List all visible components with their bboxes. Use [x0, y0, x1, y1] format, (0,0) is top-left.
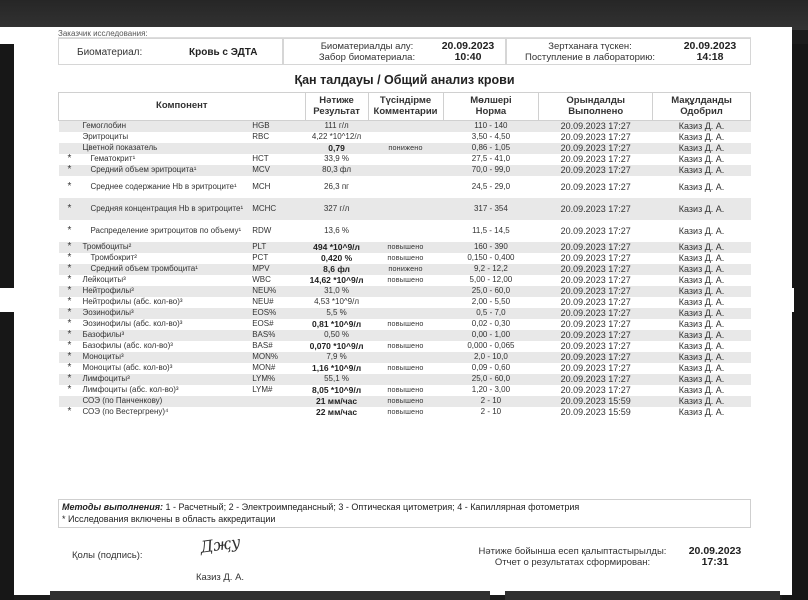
component-name: Гемоглобин: [80, 121, 250, 132]
lab-receipt-label-ru: Поступление в лабораторию:: [525, 52, 655, 63]
page-edge: [0, 288, 14, 312]
approved-by: Казиз Д. А.: [653, 286, 751, 297]
completed-datetime: 20.09.2023 17:27: [560, 181, 631, 192]
comment: повышено: [387, 275, 424, 284]
comment: [368, 352, 443, 363]
component-code: HGB: [250, 121, 305, 132]
lab-receipt-date: 20.09.2023: [683, 40, 737, 52]
table-row: [59, 352, 751, 363]
approved-by: Казиз Д. А.: [678, 297, 725, 307]
accreditation-star: *: [67, 224, 72, 236]
reference-range: 2 - 10: [443, 396, 539, 407]
approved-by: Казиз Д. А.: [653, 165, 751, 176]
approved-by: Казиз Д. А.: [653, 330, 751, 341]
accreditation-star: *: [59, 198, 81, 220]
result-value: 33,9 %: [324, 154, 350, 163]
component-name: Эозинофилы (абс. кол-во)³: [82, 319, 183, 328]
report-time: 17:31: [701, 556, 729, 568]
reference-range: 1,20 - 3,00: [471, 385, 511, 394]
component-code: LYM#: [252, 385, 273, 394]
completed-datetime: 20.09.2023 17:27: [539, 352, 653, 363]
accreditation-star: *: [67, 384, 72, 395]
component-name: Базофилы³: [80, 330, 250, 341]
accreditation-star: [59, 396, 81, 407]
result-value: 327 г/л: [305, 198, 368, 220]
header-label: Орындалды: [566, 95, 625, 106]
approved-by: Казиз Д. А.: [678, 407, 725, 417]
comment: [368, 374, 443, 385]
component-code: [250, 143, 305, 154]
report-label: [470, 546, 675, 568]
result-value: 5,5 %: [305, 308, 368, 319]
comment: [368, 176, 443, 198]
accreditation-star: *: [59, 330, 81, 341]
lab-receipt-datetime: [675, 41, 745, 63]
component-code: EOS#: [252, 319, 274, 328]
accreditation-star: [59, 121, 81, 132]
header-label: Түсіндірме: [379, 95, 432, 106]
reference-range: 0,150 - 0,400: [467, 253, 515, 262]
comment: повышено: [387, 407, 424, 416]
component-name: СОЭ (по Вестергрену)⁴: [82, 407, 169, 416]
component-name: Моноциты (абс. кол-во)³: [82, 363, 173, 372]
approved-by: Казиз Д. А.: [678, 253, 725, 263]
result-value: 55,1 %: [305, 374, 368, 385]
result-value: 13,6 %: [324, 225, 350, 235]
component-name: Нейтрофилы (абс. кол-во)³: [82, 297, 183, 306]
comment: повышено: [387, 363, 424, 372]
component-name: Средний объем эритроцита¹: [80, 165, 250, 176]
component-name: Гематокрит¹: [90, 154, 136, 163]
table-row: [59, 253, 751, 264]
comment: [368, 286, 443, 297]
component-code: MCHC: [250, 198, 305, 220]
collection-time: 10:40: [454, 51, 482, 63]
result-value: 0,81 *10^9/л: [312, 319, 362, 329]
collection-label: [312, 41, 422, 63]
table-row: [59, 165, 751, 176]
component-code: WBC: [252, 275, 271, 284]
accreditation-star: *: [67, 406, 72, 417]
component-code: [250, 407, 305, 418]
header-approved: [653, 93, 751, 121]
completed-datetime: 20.09.2023 17:27: [560, 319, 631, 329]
accreditation-star: *: [59, 352, 81, 363]
component-name: Средняя концентрация Hb в эритроците¹: [80, 198, 250, 220]
background-bottom: [505, 591, 780, 600]
result-value: 111 г/л: [305, 121, 368, 132]
result-value: 4,53 *10^9/л: [314, 297, 360, 306]
component-code: MPV: [250, 264, 305, 275]
comment: повышено: [387, 385, 424, 394]
table-row: [59, 242, 751, 253]
component-code: MON#: [252, 363, 276, 372]
completed-datetime: 20.09.2023 17:27: [560, 363, 631, 373]
comment: повышено: [387, 319, 424, 328]
completed-datetime: 20.09.2023 17:27: [539, 121, 653, 132]
comment: [368, 121, 443, 132]
reference-range: 160 - 390: [443, 242, 539, 253]
header-result: [305, 93, 368, 121]
result-value: 22 мм/час: [315, 407, 358, 417]
table-row: [59, 275, 751, 286]
approved-by: Казиз Д. А.: [653, 264, 751, 275]
approved-by: Казиз Д. А.: [678, 363, 725, 373]
reference-range: 0,09 - 0,60: [471, 363, 511, 372]
approved-by: Казиз Д. А.: [653, 396, 751, 407]
comment: [368, 165, 443, 176]
completed-datetime: 20.09.2023 17:27: [560, 341, 631, 351]
reference-range: 3,50 - 4,50: [471, 132, 511, 141]
accreditation-star: *: [59, 286, 81, 297]
accreditation-note: * Исследования включены в область аккредитации: [62, 514, 276, 524]
completed-datetime: 20.09.2023 17:27: [560, 154, 631, 164]
reference-range: 70,0 - 99,0: [443, 165, 539, 176]
collection-datetime: [434, 41, 502, 63]
reference-range: 27,5 - 41,0: [471, 154, 511, 163]
table-row: [59, 407, 751, 418]
result-value: 7,9 %: [305, 352, 368, 363]
component-name: Средний объем тромбоцита¹: [80, 264, 250, 275]
comment: [368, 220, 443, 242]
header-label: Выполнено: [568, 105, 624, 117]
comment: понижено: [368, 264, 443, 275]
reference-range: 317 - 354: [443, 198, 539, 220]
table-row: [59, 198, 751, 220]
approved-by: Казиз Д. А.: [678, 385, 725, 395]
lab-receipt-label: [515, 41, 665, 63]
lab-receipt-box: [506, 38, 751, 65]
result-value: 0,50 %: [305, 330, 368, 341]
reference-range: 25,0 - 60,0: [443, 286, 539, 297]
table-row: [59, 297, 751, 308]
accreditation-star: *: [67, 153, 72, 164]
background-left: [0, 44, 14, 600]
page-title: Қан талдауы / Общий анализ крови: [294, 73, 515, 87]
component-code: EOS%: [250, 308, 305, 319]
component-code: PCT: [252, 253, 269, 262]
component-code: RBC: [252, 132, 270, 141]
approved-by: Казиз Д. А.: [678, 154, 725, 164]
comment: [368, 198, 443, 220]
approved-by: Казиз Д. А.: [653, 352, 751, 363]
component-code: HCT: [252, 154, 269, 163]
signature-label: Қолы (подпись):: [72, 550, 143, 561]
reference-range: 5,00 - 12,00: [469, 275, 513, 284]
accreditation-star: *: [59, 374, 81, 385]
result-value: 14,62 *10^9/л: [309, 275, 364, 285]
result-value: 4,22 *10^12/л: [311, 132, 362, 141]
table-row: [59, 121, 751, 132]
component-name: Распределение эритроцитов по объему¹: [90, 226, 242, 235]
reference-range: 24,5 - 29,0: [471, 181, 511, 191]
result-value: 0,79: [305, 143, 368, 154]
methods-text: 1 - Расчетный; 2 - Электроимпедансный; 3 - Оптическая цитометрия; 4 - Капиллярная фотометрия: [163, 502, 580, 512]
completed-datetime: 20.09.2023 17:27: [539, 374, 653, 385]
accreditation-star: *: [67, 252, 72, 263]
comment: [368, 297, 443, 308]
result-value: 1,16 *10^9/л: [312, 363, 362, 373]
collection-label-ru: Забор биоматериала:: [318, 52, 416, 63]
completed-datetime: 20.09.2023 17:27: [560, 253, 631, 263]
accreditation-star: *: [59, 264, 81, 275]
biomaterial-value: Кровь с ЭДТА: [189, 47, 258, 58]
signature-scribble: Дҗу: [198, 532, 242, 557]
accreditation-star: *: [67, 180, 72, 192]
table-row: [59, 341, 751, 352]
completed-datetime: 20.09.2023 17:27: [539, 198, 653, 220]
completed-datetime: 20.09.2023 17:27: [539, 308, 653, 319]
lab-receipt-time: 14:18: [696, 51, 724, 63]
completed-datetime: 20.09.2023 17:27: [539, 264, 653, 275]
completed-datetime: 20.09.2023 17:27: [539, 286, 653, 297]
signer-name: Казиз Д. А.: [196, 572, 245, 583]
accreditation-star: *: [59, 308, 81, 319]
customer-label: Заказчик исследования:: [58, 30, 751, 38]
header-label: Мөлшері: [470, 95, 512, 106]
table-row: [59, 363, 751, 374]
component-code: NEU#: [252, 297, 274, 306]
comment: [368, 308, 443, 319]
collection-label-kz: Биоматериалды алу:: [320, 41, 414, 52]
component-name: Эозинофилы³: [80, 308, 250, 319]
comment: [368, 154, 443, 165]
approved-by: Казиз Д. А.: [653, 374, 751, 385]
methods-label: Методы выполнения:: [62, 502, 164, 512]
table-header-row: [59, 93, 751, 121]
component-name: Лейкоциты³: [82, 275, 126, 284]
component-code: [250, 396, 305, 407]
completed-datetime: 20.09.2023 17:27: [560, 225, 631, 236]
completed-datetime: 20.09.2023 17:27: [560, 132, 631, 142]
header-label: Мақұлданды: [671, 95, 732, 106]
comment: повышено: [368, 396, 443, 407]
report-date: 20.09.2023: [688, 545, 742, 557]
table-row: [59, 374, 751, 385]
biomaterial-box: [58, 38, 283, 65]
completed-datetime: 20.09.2023 17:27: [539, 165, 653, 176]
biomaterial-label: Биоматериал:: [77, 47, 143, 58]
comment: [368, 132, 443, 143]
header-label: Результат: [313, 105, 360, 117]
approved-by: Казиз Д. А.: [653, 242, 751, 253]
approved-by: Казиз Д. А.: [678, 132, 725, 142]
component-code: LYM%: [250, 374, 305, 385]
component-name: Лимфоциты³: [80, 374, 250, 385]
reference-range: 9,2 - 12,2: [443, 264, 539, 275]
result-value: 26,3 пг: [324, 181, 350, 191]
header-component: [59, 93, 306, 121]
table-row: [59, 132, 751, 143]
page-edge: [0, 27, 14, 44]
header-label: Нәтиже: [319, 95, 354, 106]
collection-box: [283, 38, 506, 65]
completed-datetime: 20.09.2023 15:59: [560, 407, 631, 417]
accreditation-star: *: [67, 296, 72, 307]
approved-by: Казиз Д. А.: [653, 143, 751, 154]
approved-by: Казиз Д. А.: [678, 341, 725, 351]
completed-datetime: 20.09.2023 17:27: [560, 385, 631, 395]
reference-range: 2 - 10: [480, 407, 502, 416]
reference-range: 2,00 - 5,50: [471, 297, 511, 306]
table-row: [59, 264, 751, 275]
approved-by: Казиз Д. А.: [678, 275, 725, 285]
table-row: [59, 220, 751, 242]
collection-date: 20.09.2023: [441, 40, 495, 52]
table-row: [59, 143, 751, 154]
table-row: [59, 396, 751, 407]
result-value: 0,070 *10^9/л: [309, 341, 364, 351]
reference-range: 0,000 - 0,065: [467, 341, 515, 350]
component-code: BAS%: [250, 330, 305, 341]
approved-by: Казиз Д. А.: [678, 225, 725, 236]
background-bottom: [50, 591, 490, 600]
comment: повышено: [368, 242, 443, 253]
table-row: [59, 330, 751, 341]
report-label-kz: Нәтиже бойынша есеп қалыптастырылды:: [478, 546, 667, 557]
result-value: 21 мм/час: [305, 396, 368, 407]
component-name: Моноциты³: [80, 352, 250, 363]
component-code: RDW: [252, 225, 272, 235]
methods-note: [58, 499, 751, 528]
result-value: 8,05 *10^9/л: [312, 385, 362, 395]
approved-by: Казиз Д. А.: [678, 181, 725, 192]
component-name: Нейтрофилы³: [80, 286, 250, 297]
report-label-ru: Отчет о результатах сформирован:: [494, 557, 651, 568]
header-label: Комментарии: [373, 105, 438, 117]
result-value: 31,0 %: [305, 286, 368, 297]
component-name: Тромбоциты²: [80, 242, 250, 253]
header-label: Одобрил: [680, 105, 723, 117]
table-row: [59, 286, 751, 297]
result-value: 494 *10^9/л: [305, 242, 368, 253]
component-code: NEU%: [250, 286, 305, 297]
accreditation-star: [59, 143, 81, 154]
header-label: Норма: [475, 105, 507, 117]
table-row: [59, 176, 751, 198]
approved-by: Казиз Д. А.: [678, 319, 725, 329]
reference-range: 0,02 - 0,30: [471, 319, 511, 328]
approved-by: Казиз Д. А.: [653, 198, 751, 220]
component-name: Лимфоциты (абс. кол-во)³: [82, 385, 179, 394]
accreditation-star: [59, 132, 81, 143]
comment: [368, 330, 443, 341]
component-code: MON%: [250, 352, 305, 363]
reference-range: 0,5 - 7,0: [443, 308, 539, 319]
result-value: 80,3 фл: [305, 165, 368, 176]
component-name: Тромбокрит²: [90, 253, 137, 262]
accreditation-star: *: [67, 318, 72, 329]
header-done: [539, 93, 653, 121]
accreditation-star: *: [59, 165, 81, 176]
result-value: 0,420 %: [320, 253, 353, 263]
reference-range: 110 - 140: [443, 121, 539, 132]
completed-datetime: 20.09.2023 15:59: [539, 396, 653, 407]
comment: понижено: [368, 143, 443, 154]
completed-datetime: 20.09.2023 17:27: [539, 330, 653, 341]
component-name: Цветной показатель: [80, 143, 250, 154]
background-top: [0, 0, 808, 30]
completed-datetime: 20.09.2023 17:27: [560, 297, 631, 307]
header-comment: [368, 93, 443, 121]
comment: повышено: [387, 253, 424, 262]
header-label: Компонент: [156, 100, 208, 112]
completed-datetime: 20.09.2023 17:27: [539, 242, 653, 253]
component-name: СОЭ (по Панченкову): [80, 396, 250, 407]
approved-by: Казиз Д. А.: [653, 121, 751, 132]
page-edge: [782, 288, 794, 312]
lab-receipt-label-kz: Зертханаға түскен:: [548, 41, 632, 52]
table-row: [59, 308, 751, 319]
reference-range: 11,5 - 14,5: [472, 225, 510, 235]
component-name: Базофилы (абс. кол-во)³: [82, 341, 173, 350]
component-code: BAS#: [252, 341, 273, 350]
component-name: Эритроциты: [82, 132, 129, 141]
table-row: [59, 319, 751, 330]
table-row: [59, 154, 751, 165]
accreditation-star: *: [67, 274, 72, 285]
component-code: PLT: [250, 242, 305, 253]
accreditation-star: *: [67, 362, 72, 373]
results-table: [58, 92, 751, 418]
reference-range: 0,86 - 1,05: [443, 143, 539, 154]
comment: повышено: [387, 341, 424, 350]
component-code: MCH: [252, 181, 271, 191]
header-norm: [443, 93, 539, 121]
component-code: MCV: [250, 165, 305, 176]
approved-by: Казиз Д. А.: [653, 308, 751, 319]
completed-datetime: 20.09.2023 17:27: [539, 143, 653, 154]
reference-range: 25,0 - 60,0: [443, 374, 539, 385]
reference-range: 0,00 - 1,00: [443, 330, 539, 341]
report-datetime: [680, 546, 750, 568]
accreditation-star: *: [59, 242, 81, 253]
table-row: [59, 385, 751, 396]
result-value: 8,6 фл: [305, 264, 368, 275]
accreditation-star: *: [67, 340, 72, 351]
completed-datetime: 20.09.2023 17:27: [560, 275, 631, 285]
component-name: Среднее содержание Hb в эритроците¹: [90, 182, 237, 191]
reference-range: 2,0 - 10,0: [443, 352, 539, 363]
